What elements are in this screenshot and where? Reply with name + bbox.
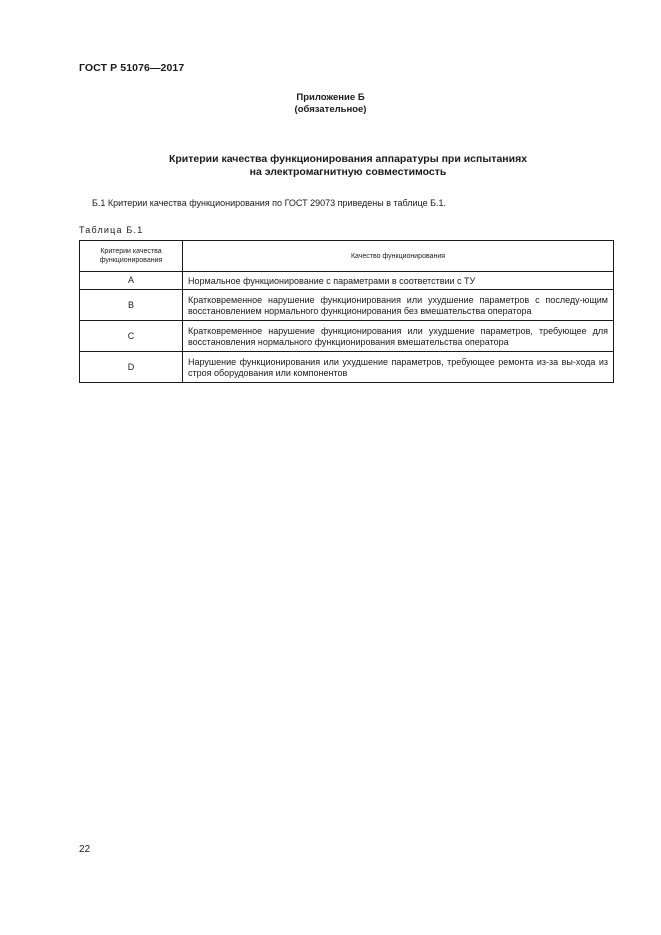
appendix-heading	[0, 92, 661, 116]
criterion-cell: C	[80, 321, 183, 352]
appendix-status: (обязательное)	[294, 104, 367, 115]
paragraph-b1: Б.1 Критерии качества функционирования по ГОСТ 29073 приведены в таблице Б.1.	[92, 198, 447, 208]
table-row	[80, 272, 614, 290]
document-code: ГОСТ Р 51076—2017	[79, 62, 185, 74]
criteria-table	[79, 240, 614, 383]
header-criteria-line2: функционирования	[99, 257, 163, 264]
criterion-cell: B	[80, 290, 183, 321]
criterion-cell: D	[80, 352, 183, 383]
table-row	[80, 321, 614, 352]
page-number: 22	[79, 844, 91, 855]
appendix-label: Приложение Б	[296, 92, 365, 103]
appendix-title-line2: на электромагнитную совместимость	[249, 166, 447, 178]
description-cell: Нормальное функционирование с параметрами в соответствии с ТУ	[183, 272, 614, 290]
table-caption: Таблица Б.1	[79, 225, 144, 235]
header-criteria	[80, 241, 183, 272]
header-criteria-line1: Критерии качества	[100, 248, 162, 255]
table-header-row	[80, 241, 614, 272]
criterion-cell: A	[80, 272, 183, 290]
table-row	[80, 290, 614, 321]
appendix-title	[0, 153, 661, 179]
description-cell: Кратковременное нарушение функционирования или ухудшение параметров, требующее для восстановления нормального функционирования вмешательства оператора	[183, 321, 614, 352]
table-row	[80, 352, 614, 383]
description-cell: Нарушение функционирования или ухудшение параметров, требующее ремонта из-за вы-хода из строя оборудования или компонентов	[183, 352, 614, 383]
header-quality: Качество функционирования	[183, 241, 614, 272]
description-cell: Кратковременное нарушение функционирования или ухудшение параметров с последу-ющим восстановлением нормального функционирования без вмешательства оператора	[183, 290, 614, 321]
appendix-title-line1: Критерии качества функционирования аппаратуры при испытаниях	[168, 153, 528, 165]
